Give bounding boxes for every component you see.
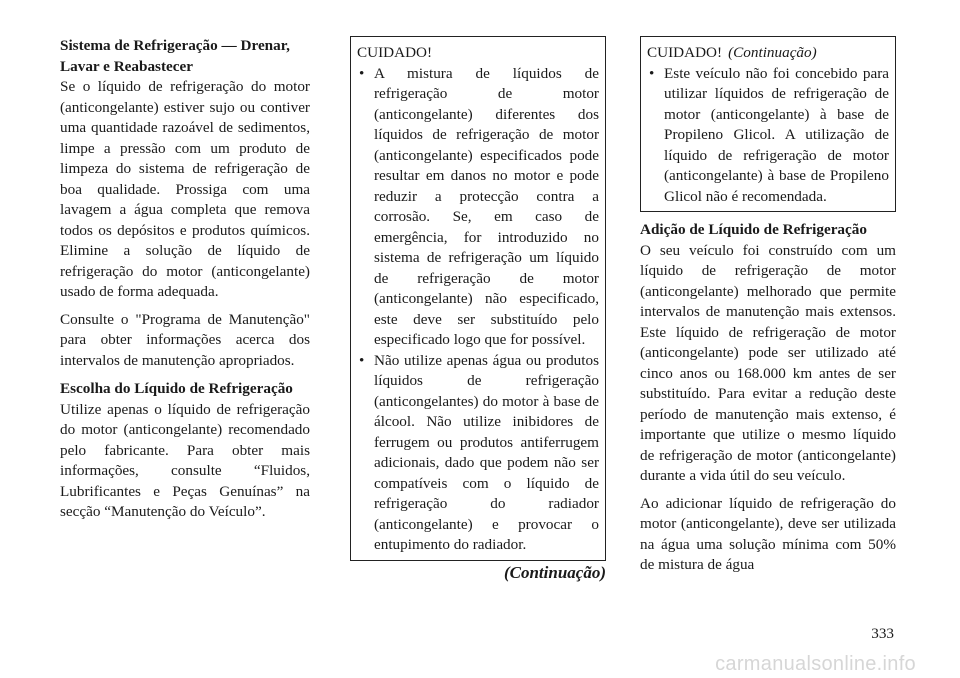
- paragraph-recommended-coolant: Utilize apenas o líquido de refrigeração do motor (anticongelante) recomendado pelo fabricante. Para obter mais informações, consulte “Fluidos, Lubrificantes e Peças Genuínas” na secção “Manutenção do Veículo”.: [60, 400, 310, 520]
- caution-continuation-label: (Continuação): [728, 44, 817, 61]
- caution-box: [350, 36, 606, 561]
- caution-title-continued: [647, 43, 889, 64]
- paragraph-cooling-system-cleaning: Se o líquido de refrigeração do motor (anticongelante) estiver sujo ou contiver uma quantidade razoável de sedimentos, limpe a pressão com um produto de limpeza do sistema de refrigeração de boa qualidade. Prossiga com uma lavagem a água completa que remova todos os depósitos e produtos químicos. Elimine a solução de líquido de refrigeração do motor (anticongelante) usado de forma adequada.: [60, 78, 310, 300]
- paragraph-extended-coolant: O seu veículo foi construído com um líquido de refrigeração de motor (anticongelante) melhorado que permite intervalos de manutenção mais extensos. Este líquido de refrigeração de motor (anticongelante) pode ser utilizado até cinco anos ou 168.000 km antes de ser substituído. Para evitar a redução deste período de manutenção mais extenso, é importante que utilize o mesmo líquido de refrigeração de motor (anticongelante) durante a vida útil do seu veículo.: [640, 241, 896, 484]
- section-heading-drain-flush-refill: Sistema de Refrigeração — Drenar, Lavar e Reabastecer: [60, 37, 290, 75]
- caution-item-mixing-coolants: • A mistura de líquidos de refrigeração de motor (anticongelante) diferentes dos líquidos de refrigeração de motor (anticongelante) especificados pode resultar em danos no motor e pode reduzir a protecção contra a corrosão. Se, em caso de emergência, for introduzido no sistema de refrigeração um líquido de refrigeração de motor (anticongelante) não especificado, este deve ser substituído pelo especificado logo que for possível.: [357, 64, 599, 351]
- section-heading-adding-coolant: Adição de Líquido de Refrigeração: [640, 221, 867, 238]
- section-heading-coolant-selection: Escolha do Líquido de Refrigeração: [60, 380, 293, 397]
- caution-list-continued: [647, 64, 889, 208]
- right-column: [640, 36, 896, 576]
- caution-item-propylene-glycol: • Este veículo não foi concebido para utilizar líquidos de refrigeração de motor (anticongelante) à base de Propileno Glicol. A utilização de líquido de refrigeração de motor (anticongelante) à base de Propileno Glicol não é recomendada.: [647, 64, 889, 208]
- continuation-label: (Continuação): [503, 562, 606, 582]
- caution-list: [357, 64, 599, 556]
- page-number: 333: [871, 625, 894, 642]
- middle-column: [350, 36, 606, 583]
- caution-title: CUIDADO!: [357, 44, 433, 61]
- watermark: carmanualsonline.info: [715, 653, 916, 675]
- paragraph-adding-coolant-mixture: Ao adicionar líquido de refrigeração do motor (anticongelante), deve ser utilizada na água uma solução mínima com 50% de mistura de água: [640, 494, 896, 573]
- caution-title-text: CUIDADO!: [647, 44, 723, 61]
- left-column: [60, 36, 310, 523]
- caution-box-continued: [640, 36, 896, 212]
- caution-item-water-only: • Não utilize apenas água ou produtos líquidos de refrigeração (anticongelantes) do motor à base de álcool. Não utilize inibidores de ferrugem ou produtos antiferrugem adicionais, dado que podem não ser compatíveis com o líquido de refrigeração do radiador (anticongelante) e provocar o entupimento do radiador.: [357, 351, 599, 556]
- paragraph-maintenance-schedule-reference: Consulte o "Programa de Manutenção" para obter informações acerca dos intervalos de manutenção apropriados.: [60, 310, 310, 369]
